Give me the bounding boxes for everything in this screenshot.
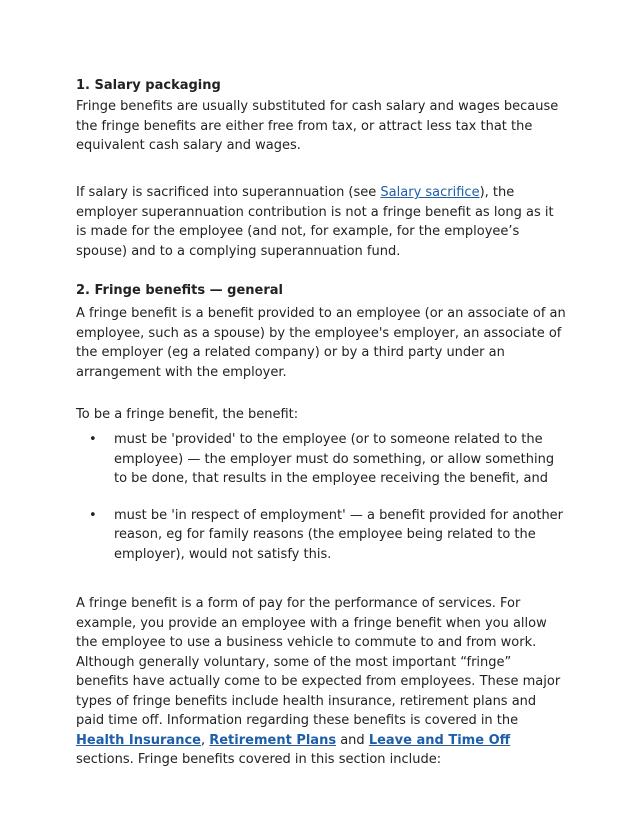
bullet-icon: •: [89, 507, 97, 523]
separator-text: ,: [200, 732, 210, 748]
salary-sacrifice-link[interactable]: Salary sacrifice: [380, 185, 480, 200]
section-heading-fringe-benefits-general: 2. Fringe benefits — general: [76, 283, 283, 298]
paragraph-salary-packaging: Fringe benefits are usually substituted for cash salary and wages because the fringe benefits are either free from tax, or attract less tax that the equivalent cash salary and wages.: [76, 99, 559, 153]
list-item-text: must be 'provided' to the employee (or to someone related to the employee) — the employer must do something, or allow something to be done, that results in the employee receiving the benefit, and: [114, 432, 555, 486]
paragraph-text: ), the employer superannuation contribution is not a fringe benefit as long as it is made for the employee (and not, for example, for the employee’s spouse) and to a complying superannuation fund.: [76, 185, 554, 259]
paragraph-fringe-benefit-pay: [76, 594, 566, 770]
paragraph-text: If salary is sacrificed into superannuation (see: [76, 185, 381, 200]
section-heading-salary-packaging: 1. Salary packaging: [76, 78, 221, 93]
retirement-plans-link[interactable]: Retirement Plans: [209, 732, 337, 748]
list-item-text: must be 'in respect of employment' — a benefit provided for another reason, eg for family reasons (the employee being related to the employer), would not satisfy this.: [114, 507, 564, 562]
bullet-icon: •: [89, 432, 97, 447]
paragraph-fringe-benefit-definition: A fringe benefit is a benefit provided to an employee (or an associate of an employee, such as a spouse) by the employee's employer, an associate of the employer (eg a related company) or by a third party under an arrangement with the employer.: [76, 306, 566, 380]
leave-and-time-off-link[interactable]: Leave and Time Off: [368, 732, 511, 748]
paragraph-text: A fringe benefit is a form of pay for the performance of services. For example, you provide an employee with a fringe benefit when you allow the employee to use a business vehicle to commute to and from work. Although generally voluntary, some of the most important “fringe” benefits have actually come to be expected from employees. These major types of fringe benefits include health insurance, retirement plans and paid time off. Information regarding these benefits is covered in the: [76, 596, 561, 728]
list-item: [76, 430, 566, 489]
paragraph-text: sections. Fringe benefits covered in this section include:: [76, 752, 442, 767]
health-insurance-link[interactable]: Health Insurance: [76, 732, 201, 748]
paragraph-salary-sacrifice: [76, 183, 566, 261]
paragraph-fringe-benefit-intro: To be a fringe benefit, the benefit:: [76, 407, 299, 422]
separator-text: and: [336, 732, 369, 748]
criteria-list: [76, 430, 566, 581]
list-item: [76, 506, 566, 565]
